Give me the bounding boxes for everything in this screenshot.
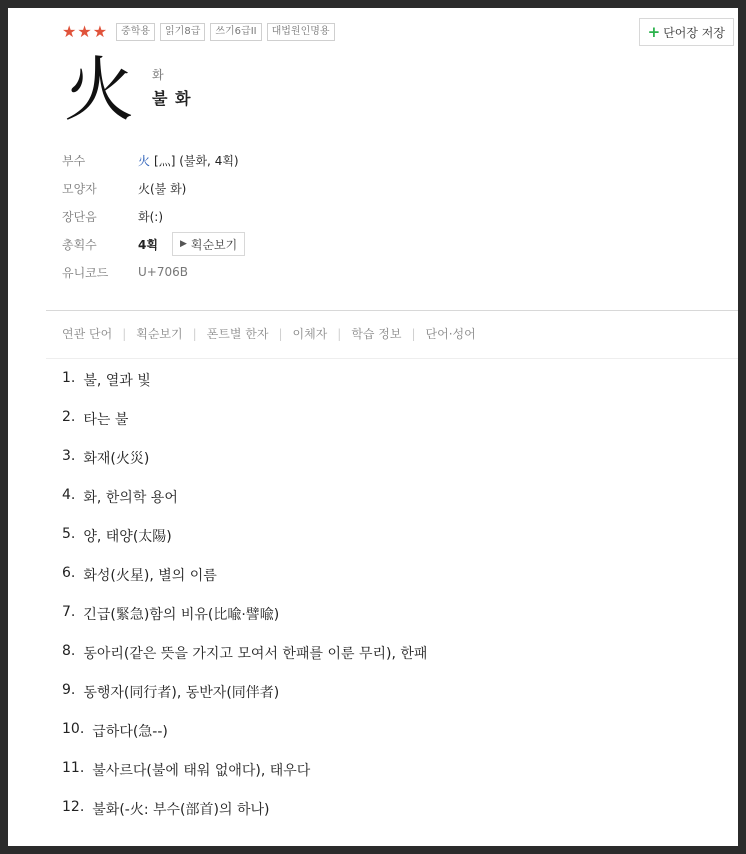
radical-detail: [灬] (불화, 4획) <box>154 153 239 168</box>
definition-text: 불, 열과 빛 <box>83 373 151 389</box>
definition-text: 급하다(急--) <box>92 724 168 740</box>
strokes-value: 4획 <box>138 237 158 252</box>
definition-number: 1. <box>62 370 76 386</box>
radical-row <box>62 146 245 174</box>
definition-item <box>62 526 427 565</box>
save-button-label: 단어장 저장 <box>663 25 725 40</box>
strokes-label: 총획수 <box>62 237 97 252</box>
unicode-label: 유니코드 <box>62 265 109 280</box>
definition-number: 3. <box>62 448 76 464</box>
info-table <box>62 146 245 286</box>
tab-separator: | <box>278 326 283 341</box>
tab-stroke-order[interactable]: 획순보기 <box>136 327 183 341</box>
definition-text: 동아리(같은 뜻을 가지고 모여서 한패를 이룬 무리), 한패 <box>83 646 428 662</box>
radical-value <box>138 152 239 169</box>
radical-label: 부수 <box>62 153 86 168</box>
definition-number: 6. <box>62 565 76 581</box>
tab-separator: | <box>411 326 416 341</box>
definition-number: 11. <box>62 760 85 776</box>
definition-number: 12. <box>62 799 85 815</box>
hanja-character: 火 <box>64 49 134 131</box>
difficulty-stars: ★★★ <box>62 22 109 41</box>
shape-value: 火(불 화) <box>138 181 187 196</box>
radical-link[interactable]: 火 <box>138 153 151 168</box>
definition-number: 10. <box>62 721 85 737</box>
definition-number: 5. <box>62 526 76 542</box>
definition-number: 9. <box>62 682 76 698</box>
tab-variants[interactable]: 이체자 <box>292 327 328 341</box>
tab-separator: | <box>337 326 342 341</box>
stroke-order-label: 획순보기 <box>190 237 238 252</box>
unicode-row <box>62 258 245 286</box>
save-to-wordbook-button[interactable] <box>639 18 734 46</box>
badge-middle-school: 중학용 <box>116 23 155 41</box>
badge-name-use: 대법원인명용 <box>267 23 335 41</box>
definition-text: 양, 태양(太陽) <box>83 529 172 545</box>
hanja-reading: 화 <box>152 68 164 82</box>
tab-words-idioms[interactable]: 단어·성어 <box>425 327 476 341</box>
definition-item <box>62 682 427 721</box>
definition-item <box>62 721 427 760</box>
dictionary-panel <box>8 8 738 846</box>
definition-text: 화, 한의학 용어 <box>83 490 178 506</box>
definition-item <box>62 565 427 604</box>
definition-number: 2. <box>62 409 76 425</box>
stroke-order-button[interactable] <box>172 232 245 256</box>
definition-item <box>62 487 427 526</box>
hanja-meaning: 불 화 <box>152 89 192 108</box>
tab-study-info[interactable]: 학습 정보 <box>351 327 402 341</box>
definition-item <box>62 409 427 448</box>
tab-separator: | <box>122 326 127 341</box>
shape-row <box>62 174 245 202</box>
definition-item <box>62 604 427 643</box>
play-icon: ▶ <box>179 239 187 249</box>
tab-fonts[interactable]: 폰트별 한자 <box>206 327 269 341</box>
length-value: 화(:) <box>138 209 163 224</box>
definition-text: 동행자(同行者), 동반자(同伴者) <box>83 685 280 701</box>
definition-text: 화재(火災) <box>83 451 150 467</box>
definition-text: 화성(火星), 별의 이름 <box>83 568 217 584</box>
definition-list <box>62 370 427 838</box>
definition-number: 7. <box>62 604 76 620</box>
badge-writing-level: 쓰기6급II <box>210 23 261 41</box>
definition-text: 긴급(緊急)함의 비유(比喩·譬喩) <box>83 607 280 623</box>
strokes-value-wrap <box>138 232 245 256</box>
length-row <box>62 202 245 230</box>
shape-label: 모양자 <box>62 181 97 196</box>
definition-item <box>62 448 427 487</box>
definition-text: 타는 불 <box>83 412 129 428</box>
plus-icon: + <box>647 23 661 41</box>
definition-item <box>62 799 427 838</box>
definition-item <box>62 370 427 409</box>
definition-text: 불사르다(불에 태워 없애다), 태우다 <box>92 763 311 779</box>
strokes-row <box>62 230 245 258</box>
tab-bar <box>62 325 476 342</box>
tab-related-words[interactable]: 연관 단어 <box>62 327 113 341</box>
definition-text: 불화(-火: 부수(部首)의 하나) <box>92 802 270 818</box>
definition-number: 4. <box>62 487 76 503</box>
definition-item <box>62 643 427 682</box>
level-row <box>62 22 340 41</box>
section-divider <box>46 310 738 311</box>
definition-number: 8. <box>62 643 76 659</box>
tab-divider <box>46 358 738 359</box>
badge-reading-level: 읽기8급 <box>160 23 205 41</box>
unicode-value: U+706B <box>138 265 188 279</box>
tab-separator: | <box>192 326 197 341</box>
definition-item <box>62 760 427 799</box>
length-label: 장단음 <box>62 209 97 224</box>
